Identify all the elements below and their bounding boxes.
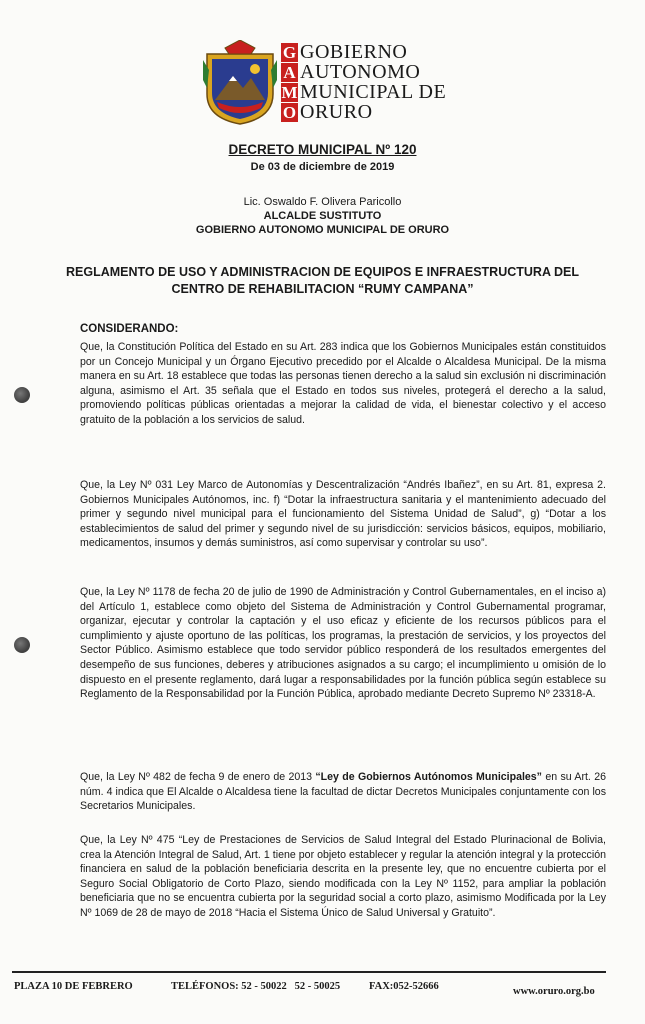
decree-title: DECRETO MUNICIPAL Nº 120: [228, 142, 417, 157]
footer-phones: TELÉFONOS: 52 - 50022 52 - 50025: [171, 981, 341, 992]
paragraph-ley-475: Que, la Ley Nº 475 “Ley de Prestaciones de Servicios de Salud Integral del Estado Plurinacional de Bolivia, crea la Atención Integral de Salud, Art. 1 tiene por objeto establecer y regular la atención integral y la protección financiera en salud de la población beneficiaria descrita en la presente ley, que no encuentre cubierta por el Seguro Social Obligatorio de Corto Plazo, siendo modificada con la Ley Nº 1152, para ampliar la población beneficiaria que no se encuentra cubierta por la seguridad social a corto plazo, asimismo Modificada por la Ley Nº 1069 de 28 de mayo de 2018 “Hacia el Sistema Único de Salud Universal y Gratuito”.: [80, 834, 606, 919]
footer-fax: FAX:052-52666: [369, 981, 439, 992]
gamo-initials: [281, 43, 298, 123]
regulation-title-line-1: REGLAMENTO DE USO Y ADMINISTRACION DE EQUIPOS E INFRAESTRUCTURA DEL: [65, 265, 579, 279]
letterhead-org-name: [300, 42, 446, 122]
initial-a: A: [281, 63, 298, 82]
initial-m: M: [281, 83, 298, 102]
paragraph-ley-1178: Que, la Ley Nº 1178 de fecha 20 de julio de 1990 de Administración y Control Gubernamentales, en el inciso a) del Artículo 1, establece como objeto del Sistema de Administración y Control Gubernamental programar, organizar, ejecutar y controlar la captación y el uso eficaz y eficiente de los recursos públicos para el cumplimiento y ajuste oportuno de las políticas, los programas, la prestación de servicios, y los proyectos del Sector Público. Asimismo establece que todo servidor público responderá de los resultados emergentes del desempeño de sus funciones, deberes y atribuciones asignados a su cargo; el incumplimiento u omisión de lo dispuesto en el presente reglamento, dará lugar a responsabilidades por la función pública según establece su Reglamento de la Responsabilidad por la Función Pública, aprobado mediante Decreto Supremo Nº 23318-A.: [80, 586, 606, 701]
binder-hole-top: [14, 387, 30, 403]
footer-website: www.oruro.org.bo: [513, 986, 595, 997]
p4-text-end: en su Art. 26 núm. 4 indica que El Alcalde o Alcaldesa tiene la facultad de dictar Decretos Municipales conjuntamente con los Secretarios Municipales.: [80, 771, 606, 813]
paragraph-constitution: Que, la Constitución Política del Estado en su Art. 283 indica que los Gobiernos Municipales están constituidos por un Concejo Municipal y un Órgano Ejecutivo precedido por el Alcalde o Alcaldesa Municipal. De la misma manera en su Art. 18 establece que todas las personas tienen derecho a la salud sin exclusión ni discriminación alguna, asimismo el Art. 35 señala que el Estado en todos sus niveles, protegerá el derecho a la salud, promoviendo políticas públicas orientadas a mejorar la calidad de vida, el bienestar colectivo y el acceso gratuito de la población a los servicios de salud.: [80, 341, 606, 426]
considerando-heading: CONSIDERANDO:: [80, 323, 179, 335]
coat-of-arms-icon: [203, 40, 277, 126]
p4-law-name: “Ley de Gobiernos Autónomos Municipales”: [315, 771, 542, 783]
signer-role: ALCALDE SUSTITUTO: [263, 210, 382, 222]
org-line-1: GOBIERNO: [300, 41, 408, 63]
footer-address: PLAZA 10 DE FEBRERO: [14, 981, 133, 992]
regulation-title: [0, 264, 645, 298]
paragraph-ley-482: [80, 770, 606, 814]
paragraph-ley-031: Que, la Ley Nº 031 Ley Marco de Autonomías y Descentralización “Andrés Ibañez”, en su Art. 81, expresa 2. Gobiernos Municipales Autónomos, inc. f) “Dotar la infraestructura sanitaria y el mantenimiento adecuado del primer y segundo nivel municipal para el funcionamiento del Sistema Unidad de Salud”, g) “Dotar a los establecimientos de salud del primer y segundo nivel de su jurisdicción: servicios básicos, equipos, mobiliario, medicamentos, insumos y demás suministros, así como supervisar y controlar su uso”.: [80, 479, 606, 550]
org-line-4: ORURO: [300, 101, 373, 123]
footer-divider: [12, 971, 606, 973]
initial-g: G: [282, 43, 297, 62]
regulation-title-line-2: CENTRO DE REHABILITACION “RUMY CAMPANA”: [171, 282, 474, 296]
org-line-3: MUNICIPAL DE: [300, 81, 447, 103]
signer-organization: GOBIERNO AUTONOMO MUNICIPAL DE ORURO: [195, 224, 450, 236]
p4-text-start: Que, la Ley Nº 482 de fecha 9 de enero de 2013: [80, 771, 316, 783]
decree-date: De 03 de diciembre de 2019: [250, 161, 395, 173]
binder-hole-bottom: [14, 637, 30, 653]
initial-o: O: [282, 103, 297, 122]
signer-name: Lic. Oswaldo F. Olivera Paricollo: [243, 196, 402, 208]
org-line-2: AUTONOMO: [300, 61, 421, 83]
